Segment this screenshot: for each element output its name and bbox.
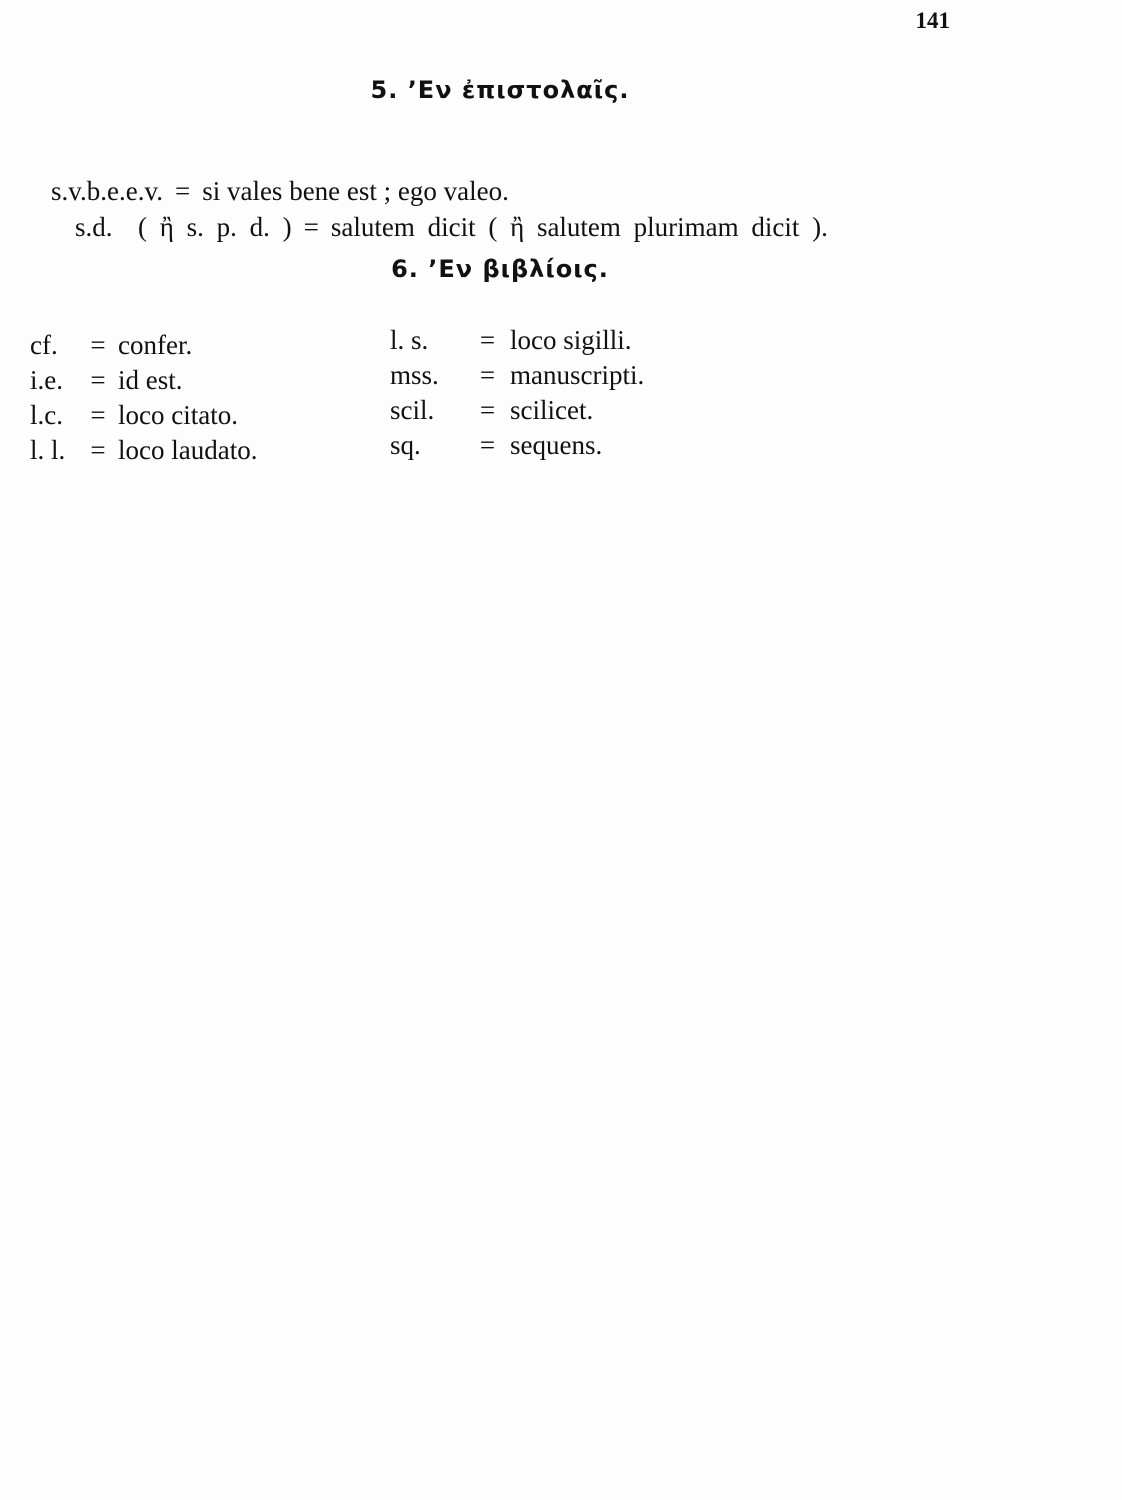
abbreviation: l.c.: [30, 400, 63, 430]
abbreviation-meaning: loco sigilli.: [510, 325, 632, 355]
abbreviation-meaning: salutem dicit ( ἢ salutem plurimam dicit ).: [330, 212, 828, 242]
equals-sign: =: [303, 212, 319, 242]
abbreviation-meaning: si vales bene est ; ego valeo.: [202, 176, 509, 206]
abbreviation: mss.: [390, 360, 439, 390]
equals-sign: =: [479, 395, 496, 425]
equals-sign: =: [479, 360, 496, 390]
abbreviation-meaning: loco citato.: [118, 400, 238, 430]
abbreviation-column-right: [390, 325, 644, 465]
abbreviation: l. s.: [390, 325, 429, 355]
section-heading-5: 5. ’Εν ἐπιστολαῖς.: [370, 76, 630, 104]
abbreviation-meaning: scilicet.: [510, 395, 594, 425]
abbreviation: sq.: [390, 430, 421, 460]
abbreviation: s.d.: [75, 212, 113, 242]
list-item: [30, 435, 257, 470]
page-number: 141: [915, 8, 950, 33]
abbreviation-meaning: sequens.: [510, 430, 603, 460]
abbreviation-meaning: loco laudato.: [118, 435, 258, 465]
equals-sign: =: [90, 435, 106, 465]
abbreviation: l. l.: [30, 435, 66, 465]
list-item: [390, 430, 644, 465]
list-item: [390, 395, 644, 430]
abbreviation-variant: ( ἢ s. p. d. ): [138, 212, 292, 242]
list-item: [390, 360, 644, 395]
abbreviation-meaning: manuscripti.: [510, 360, 645, 390]
equals-sign: =: [479, 430, 496, 460]
list-item: [390, 325, 644, 360]
list-item: [30, 365, 257, 400]
abbreviation-meaning: id est.: [118, 365, 183, 395]
abbreviation: i.e.: [30, 365, 63, 395]
equals-sign: =: [90, 365, 106, 395]
section-heading-6: 6. ’Εν βιβλίοις.: [391, 255, 609, 283]
abbreviation-meaning: confer.: [118, 330, 193, 360]
list-item: [30, 330, 257, 365]
abbreviation-column-left: [30, 330, 257, 470]
equals-sign: =: [90, 400, 106, 430]
equals-sign: =: [90, 330, 106, 360]
abbreviation: cf.: [30, 330, 58, 360]
abbreviation: scil.: [390, 395, 435, 425]
equals-sign: =: [479, 325, 496, 355]
equals-sign: =: [174, 176, 191, 206]
list-item: [30, 400, 257, 435]
abbreviation: s.v.b.e.e.v.: [51, 176, 163, 206]
